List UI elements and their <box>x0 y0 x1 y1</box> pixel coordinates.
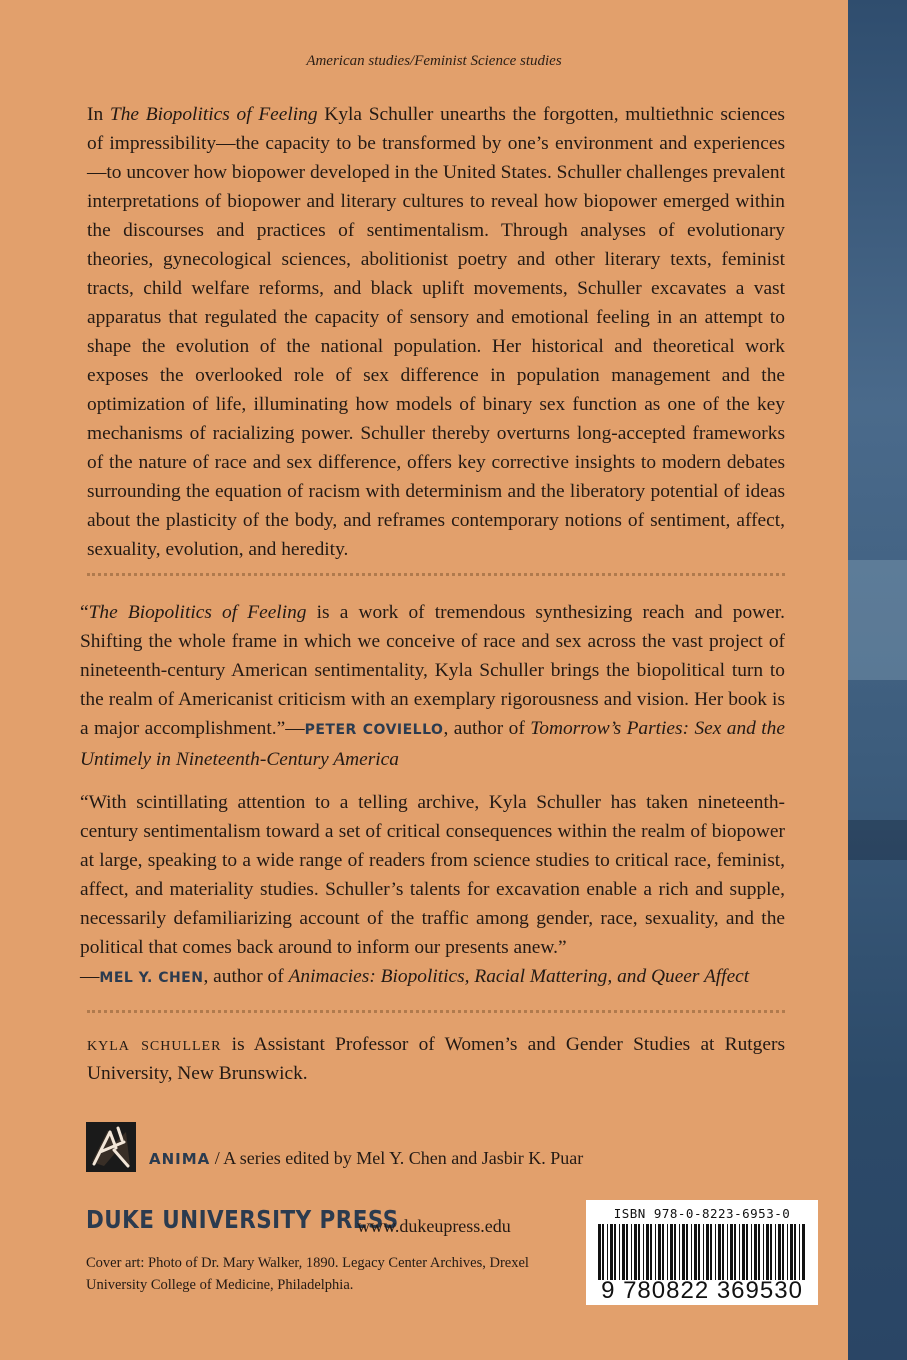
quote2-author: MEL Y. CHEN <box>99 970 204 986</box>
barcode-bar <box>766 1224 769 1280</box>
barcode-bar <box>775 1224 776 1280</box>
barcode-bar <box>790 1224 793 1280</box>
barcode-bar <box>658 1224 661 1280</box>
publisher-name: DUKE UNIVERSITY PRESS <box>86 1205 399 1234</box>
anima-logo-icon <box>86 1122 136 1172</box>
barcode-bar <box>742 1224 745 1280</box>
quote2-work: Animacies: Biopolitics, Racial Mattering, and Queer Affect <box>288 966 750 987</box>
endorsement-chen <box>80 788 785 993</box>
barcode-bar <box>751 1224 752 1280</box>
quote1-author: PETER COVIELLO <box>304 722 444 738</box>
quote1-author-of: , author of <box>443 718 531 739</box>
series-text: A series edited by Mel Y. Chen and Jasbir K. Puar <box>223 1148 584 1168</box>
quote-open: “ <box>80 602 89 623</box>
barcode-bar <box>622 1224 625 1280</box>
barcode-bar <box>706 1224 709 1280</box>
barcode-bar <box>634 1224 637 1280</box>
quote2-text: “With scintillating attention to a telling archive, Kyla Schuller has taken nineteenth-century sentimentalism toward a set of critical consequences within the realm of biopower at large, speaking to a wide range of readers from science studies to critical race, feminist, affect, and materiality studies. Schuller’s talents for excavation enable a rich and supple, necessarily defamiliarizing account of the traffic among gender, race, sexuality, and the political that comes back around to inform our presents anew.” <box>80 792 785 958</box>
barcode-bar <box>691 1224 692 1280</box>
barcode-bar <box>758 1224 760 1280</box>
description-paragraph <box>87 100 785 564</box>
barcode-bar <box>679 1224 680 1280</box>
quote-book-title: The Biopolitics of Feeling <box>88 602 307 623</box>
series-name: ANIMA <box>149 1150 211 1168</box>
series-separator: / <box>210 1148 224 1168</box>
barcode-bar <box>715 1224 716 1280</box>
bio-text: is Assistant Professor of Women’s and Gender Studies at Rutgers University, New Brunswick. <box>87 1034 785 1084</box>
barcode-bar <box>787 1224 788 1280</box>
barcode-bar <box>655 1224 656 1280</box>
barcode-bar <box>638 1224 640 1280</box>
barcode-bar <box>643 1224 644 1280</box>
barcode-bar <box>682 1224 685 1280</box>
barcode-bar <box>802 1224 805 1280</box>
barcode-bar <box>614 1224 616 1280</box>
barcode-bar <box>670 1224 673 1280</box>
barcode-bar <box>730 1224 733 1280</box>
barcode-bar <box>782 1224 784 1280</box>
barcode-bar <box>734 1224 736 1280</box>
quote2-dash: — <box>80 966 100 987</box>
barcode-bar <box>794 1224 796 1280</box>
quote1-text: is a work of tremendous synthesizing reach and power. Shifting the whole frame in which we conceive of race and sex across the vast project of nineteenth-century American sentimentality, Kyla Schuller brings the biopolitical turn to the realm of Americanist criticism with an exemplary rigorousness and vision. Her book is a major accomplishment.”— <box>80 602 785 739</box>
spine-highlight <box>848 560 907 680</box>
barcode-bar <box>686 1224 688 1280</box>
publisher-website: www.dukeupress.edu <box>357 1216 511 1236</box>
barcode-bar <box>626 1224 628 1280</box>
barcode-bar <box>619 1224 620 1280</box>
barcode-bar <box>607 1224 608 1280</box>
barcode-bar <box>718 1224 721 1280</box>
blurb-text: Kyla Schuller unearths the forgotten, multiethnic sciences of impressibility—the capacity to be transformed by one’s environment and experiences—to uncover how biopower developed in the United States. Schuller challenges prevalent interpretations of biopower and literary cultures to reveal how biopower emerged within the discourses and practices of sentimentalism. Through analyses of evolutionary theories, gynecological sciences, abolitionist poetry and other literary texts, feminist tracts, child welfare reforms, and black uplift movements, Schuller excavates a vast apparatus that regulated the capacity of sensory and emotional feeling in an attempt to shape the evolution of the national population. Her historical and theoretical work exposes the overlooked role of sex difference in population management and the optimization of life, illuminating how models of binary sex function as one of the key mechanisms of racializing power. Schuller thereby overturns long-accepted frameworks of the nature of race and sex difference, offers key corrective insights to modern debates surrounding the equation of racism with determinism and the liberatory potential of ideas about the plasticity of the body, and reframes contemporary notions of sentiment, affect, sexuality, evolution, and heredity. <box>87 104 785 560</box>
isbn-barcode <box>586 1200 818 1305</box>
dotted-divider-2 <box>87 1010 785 1013</box>
barcode-bar <box>778 1224 781 1280</box>
barcode-bar <box>698 1224 700 1280</box>
barcode-bar <box>770 1224 772 1280</box>
barcode-bar <box>598 1224 601 1280</box>
barcode-bar <box>602 1224 604 1280</box>
bio-author-name: kyla schuller <box>87 1034 222 1055</box>
barcode-bar <box>739 1224 740 1280</box>
barcode-bar <box>710 1224 712 1280</box>
barcode-bar <box>674 1224 676 1280</box>
barcode-bar <box>703 1224 704 1280</box>
quote2-author-of: , author of <box>203 966 289 987</box>
barcode-bar <box>646 1224 649 1280</box>
barcode-bar <box>650 1224 652 1280</box>
barcode-bar <box>631 1224 632 1280</box>
barcode-bar <box>799 1224 800 1280</box>
quote1-work: Tomorrow’s Parties: Sex and the Untimely in Nineteenth-Century America <box>80 718 785 770</box>
book-title: The Biopolitics of Feeling <box>109 104 318 125</box>
spine-shadow <box>848 820 907 860</box>
barcode-bar <box>754 1224 757 1280</box>
dotted-divider <box>87 573 785 576</box>
barcode-bar <box>727 1224 728 1280</box>
barcode-digits: 9 780822 369530 <box>601 1277 803 1304</box>
barcode-bars <box>596 1224 808 1280</box>
barcode-bar <box>694 1224 697 1280</box>
category-label: American studies/Feminist Science studies <box>306 53 562 69</box>
barcode-bar <box>722 1224 724 1280</box>
spine-edge <box>848 0 907 1360</box>
endorsement-coviello <box>80 598 785 774</box>
barcode-bar <box>746 1224 748 1280</box>
blurb-intro: In <box>87 104 110 125</box>
cover-art-credit: Cover art: Photo of Dr. Mary Walker, 1890. Legacy Center Archives, Drexel University College of Medicine, Philadelphia. <box>86 1255 529 1293</box>
barcode-bar <box>763 1224 764 1280</box>
series-line <box>149 1148 583 1169</box>
isbn-number: ISBN 978-0-8223-6953-0 <box>613 1206 791 1221</box>
author-bio <box>87 1030 785 1088</box>
barcode-bar <box>662 1224 664 1280</box>
barcode-bar <box>667 1224 668 1280</box>
barcode-bar <box>610 1224 613 1280</box>
